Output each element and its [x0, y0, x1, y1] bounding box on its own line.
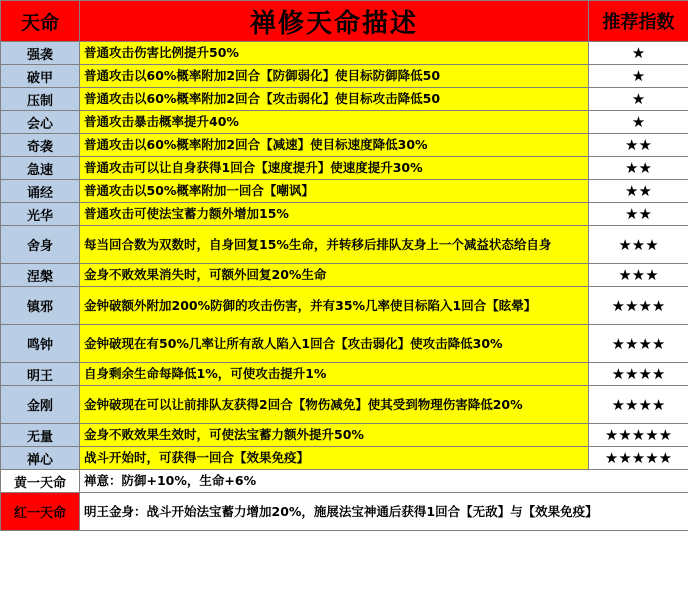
table-row: [1, 325, 688, 363]
star-rating: ★★: [589, 134, 688, 157]
table-row: [1, 363, 688, 386]
header-description: 禅修天命描述: [80, 1, 589, 42]
skill-name: 压制: [1, 88, 80, 111]
tier-rows: [1, 470, 688, 531]
skill-description: 普通攻击可使法宝蓄力额外增加15%: [80, 203, 589, 226]
tier-description: 禅意：防御+10%，生命+6%: [80, 470, 688, 493]
table-row: [1, 287, 688, 325]
star-rating: ★★★★: [589, 287, 688, 325]
star-rating: ★★★: [589, 226, 688, 264]
header-rating: 推荐指数: [589, 1, 688, 42]
skill-name: 鸣钟: [1, 325, 80, 363]
header-row: [1, 1, 688, 42]
table-row: [1, 180, 688, 203]
star-rating: ★★★★: [589, 325, 688, 363]
tier-row: [1, 470, 688, 493]
skill-name: 舍身: [1, 226, 80, 264]
star-rating: ★: [589, 111, 688, 134]
skill-name: 破甲: [1, 65, 80, 88]
table-row: [1, 424, 688, 447]
header-name: 天命: [1, 1, 80, 42]
star-rating: ★: [589, 42, 688, 65]
skill-description: 普通攻击以50%概率附加一回合【嘲讽】: [80, 180, 589, 203]
skill-description: 金钟破现在有50%几率让所有敌人陷入1回合【攻击弱化】使攻击降低30%: [80, 325, 589, 363]
table-row: [1, 157, 688, 180]
skill-name: 奇袭: [1, 134, 80, 157]
skill-name: 涅槃: [1, 264, 80, 287]
tier-name: 红一天命: [1, 493, 80, 531]
star-rating: ★★: [589, 180, 688, 203]
skill-name: 金刚: [1, 386, 80, 424]
skill-name: 诵经: [1, 180, 80, 203]
star-rating: ★★★: [589, 264, 688, 287]
table-row: [1, 134, 688, 157]
skill-name: 会心: [1, 111, 80, 134]
skill-description: 金钟破额外附加200%防御的攻击伤害，并有35%几率使目标陷入1回合【眩晕】: [80, 287, 589, 325]
table-row: [1, 203, 688, 226]
skill-name: 明王: [1, 363, 80, 386]
star-rating: ★★★★★: [589, 447, 688, 470]
table-row: [1, 264, 688, 287]
skill-description: 金身不败效果消失时，可额外回复20%生命: [80, 264, 589, 287]
star-rating: ★★★★: [589, 363, 688, 386]
table-row: [1, 111, 688, 134]
skill-name: 光华: [1, 203, 80, 226]
star-rating: ★★: [589, 203, 688, 226]
skill-description: 普通攻击以60%概率附加2回合【减速】使目标速度降低30%: [80, 134, 589, 157]
skill-name: 禅心: [1, 447, 80, 470]
tier-description: 明王金身：战斗开始法宝蓄力增加20%，施展法宝神通后获得1回合【无敌】与【效果免疫】: [80, 493, 688, 531]
table-row: [1, 88, 688, 111]
skill-description: 战斗开始时，可获得一回合【效果免疫】: [80, 447, 589, 470]
table-row: [1, 226, 688, 264]
skill-description: 普通攻击暴击概率提升40%: [80, 111, 589, 134]
star-rating: ★★: [589, 157, 688, 180]
tier-row: [1, 493, 688, 531]
skill-description: 普通攻击可以让自身获得1回合【速度提升】使速度提升30%: [80, 157, 589, 180]
skill-description: 普通攻击伤害比例提升50%: [80, 42, 589, 65]
skill-description: 金钟破现在可以让前排队友获得2回合【物伤减免】使其受到物理伤害降低20%: [80, 386, 589, 424]
skill-description: 普通攻击以60%概率附加2回合【攻击弱化】使目标攻击降低50: [80, 88, 589, 111]
skill-rows: [1, 42, 688, 470]
skill-description: 自身剩余生命每降低1%，可使攻击提升1%: [80, 363, 589, 386]
table-row: [1, 386, 688, 424]
star-rating: ★★★★: [589, 386, 688, 424]
skill-name: 强袭: [1, 42, 80, 65]
tier-name: 黄一天命: [1, 470, 80, 493]
skill-name: 无量: [1, 424, 80, 447]
star-rating: ★★★★★: [589, 424, 688, 447]
skill-description: 普通攻击以60%概率附加2回合【防御弱化】使目标防御降低50: [80, 65, 589, 88]
skill-description: 每当回合数为双数时，自身回复15%生命，并转移后排队友身上一个减益状态给自身: [80, 226, 589, 264]
skill-description: 金身不败效果生效时，可使法宝蓄力额外提升50%: [80, 424, 589, 447]
table-row: [1, 447, 688, 470]
star-rating: ★: [589, 65, 688, 88]
table-row: [1, 65, 688, 88]
star-rating: ★: [589, 88, 688, 111]
skill-name: 急速: [1, 157, 80, 180]
skill-name: 镇邪: [1, 287, 80, 325]
table-row: [1, 42, 688, 65]
